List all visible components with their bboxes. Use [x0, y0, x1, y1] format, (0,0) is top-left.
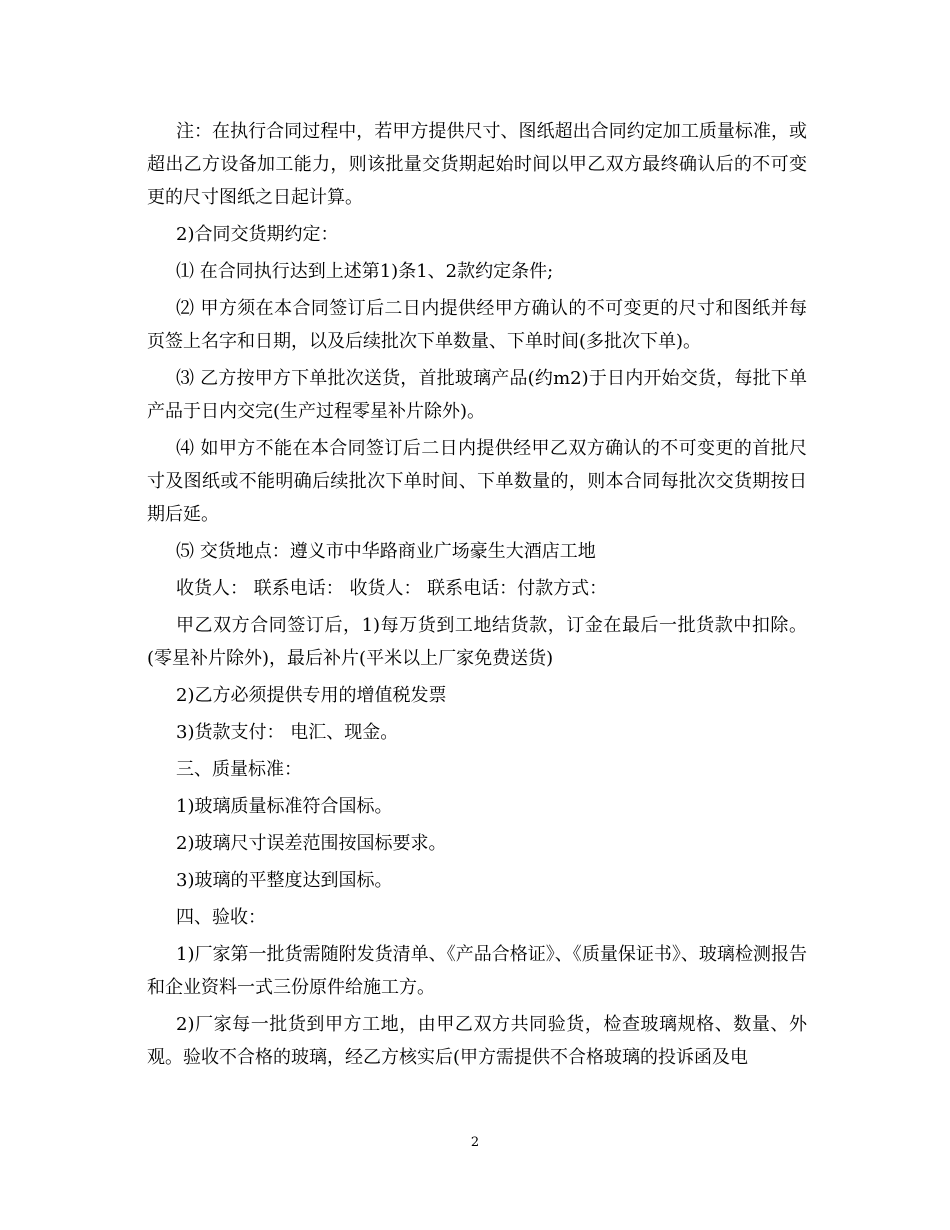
payment-paragraph-2: 2)乙方必须提供专用的增值税发票	[176, 685, 447, 706]
quality-item-1: 1)玻璃质量标准符合国标。	[176, 796, 393, 817]
consignee-line: 收货人： 联系电话： 收货人： 联系电话：付款方式：	[176, 578, 608, 599]
note-paragraph: 注：在执行合同过程中，若甲方提供尺寸、图纸超出合同约定加工质量标准，或超出乙方设备加工能力，则该批量交货期起始时间以甲乙双方最终确认后的不可变更的尺寸图纸之日起计算。	[147, 121, 807, 208]
acceptance-item-2: 2)厂家每一批货到甲方工地，由甲乙双方共同验货，检查玻璃规格、数量、外观。验收不合格的玻璃，经乙方核实后(甲方需提供不合格玻璃的投诉函及电	[147, 1014, 807, 1068]
payment-paragraph-1: 甲乙双方合同签订后，1)每万货到工地结货款，订金在最后一批货款中扣除。(零星补片除外)，最后补片(平米以上厂家免费送货)	[147, 615, 807, 669]
page-number: 2	[470, 1135, 480, 1150]
delivery-item-4: ⑷ 如甲方不能在本合同签订后二日内提供经甲乙双方确认的不可变更的首批尺寸及图纸或不能明确后续批次下单时间、下单数量的，则本合同每批次交货期按日期后延。	[147, 438, 807, 525]
delivery-item-1: ⑴ 在合同执行达到上述第1)条1、2款约定条件;	[176, 261, 554, 282]
delivery-item-2: ⑵ 甲方须在本合同签订后二日内提供经甲方确认的不可变更的尺寸和图纸并每页签上名字和日期，以及后续批次下单数量、下单时间(多批次下单)。	[147, 298, 807, 352]
quality-item-3: 3)玻璃的平整度达到国标。	[176, 870, 393, 891]
acceptance-item-1: 1)厂家第一批货需随附发货清单、《产品合格证》、《质量保证书》、玻璃检测报告和企业资料一式三份原件给施工方。	[147, 944, 807, 998]
delivery-item-3: ⑶ 乙方按甲方下单批次送货，首批玻璃产品(约m2)于日内开始交货，每批下单产品于日内交完(生产过程零星补片除外)。	[147, 368, 807, 422]
acceptance-heading: 四、验收：	[176, 907, 266, 928]
delivery-period-heading: 2)合同交货期约定：	[176, 224, 339, 245]
payment-paragraph-3: 3)货款支付： 电汇、现金。	[176, 722, 399, 743]
quality-item-2: 2)玻璃尺寸误差范围按国标要求。	[176, 833, 447, 854]
document-body	[147, 115, 807, 1078]
quality-standard-heading: 三、质量标准：	[176, 759, 302, 780]
delivery-item-5: ⑸ 交货地点：遵义市中华路商业广场豪生大酒店工地	[176, 541, 596, 562]
